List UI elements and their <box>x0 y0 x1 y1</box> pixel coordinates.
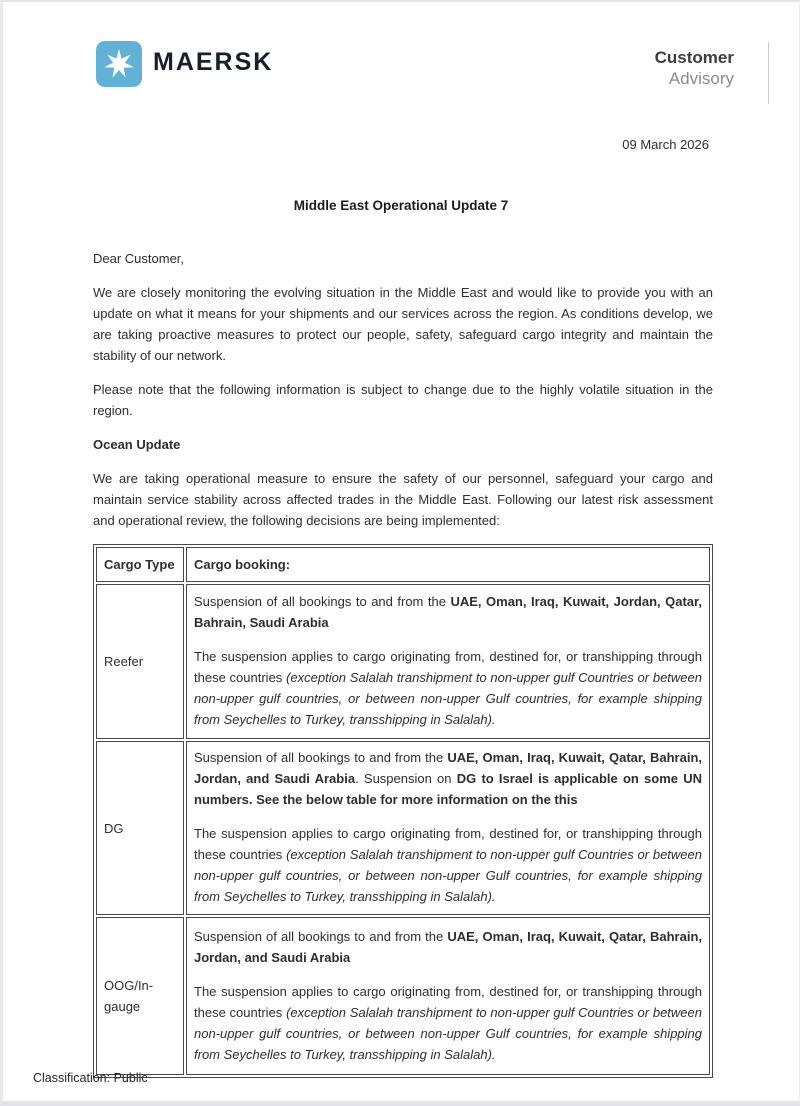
salutation: Dear Customer, <box>93 251 185 266</box>
document-body <box>93 248 713 1078</box>
classification-footer: Classification: Public <box>33 1071 148 1085</box>
cargo-booking-cell <box>186 741 710 915</box>
paragraph-note: Please note that the following information is subject to change due to the highly volatile situation in the region. <box>93 382 713 418</box>
cargo-type-cell: OOG/In-gauge <box>96 917 184 1075</box>
maersk-wordmark: MAERSK <box>153 48 274 76</box>
paragraph-measures: We are taking operational measure to ensure the safety of our personnel, safeguard your cargo and maintain service stability across affected trades in the Middle East. Following our latest risk assessment and operational review, the following decisions are being implemented: <box>93 471 713 528</box>
table-row-reefer <box>96 584 710 739</box>
cargo-type-cell: DG <box>96 741 184 915</box>
advisory-label <box>655 47 734 89</box>
document-date: 09 March 2026 <box>622 137 709 152</box>
booking-exception-line: The suspension applies to cargo originating from, destined for, or transhipping through these countries (exception Salalah transhipment to non-upper gulf Countries or between non-upper gulf countries, or between non-upper Gulf countries, for example shipping from Seychelles to Turkey, transshipping in Salalah). <box>194 983 702 1062</box>
booking-exception-line: The suspension applies to cargo originating from, destined for, or transhipping through these countries (exception Salalah transhipment to non-upper gulf Countries or between non-upper gulf countries, or between non-upper Gulf countries, for example shipping from Seychelles to Turkey, transshipping in Salalah). <box>194 826 702 904</box>
cargo-booking-table <box>93 544 713 1078</box>
page-header <box>96 38 769 108</box>
ocean-update-heading: Ocean Update <box>93 437 181 452</box>
paragraph-monitoring: We are closely monitoring the evolving situation in the Middle East and would like to provide you with an update on what it means for your shipments and our services across the region. As conditions develop, we are taking proactive measures to protect our people, safety, safeguard cargo integrity and maintain the stability of our network. <box>93 285 713 363</box>
advisory-label-advisory: Advisory <box>668 69 734 88</box>
booking-suspension-line: Suspension of all bookings to and from the UAE, Oman, Iraq, Kuwait, Qatar, Bahrain, Jordan, and Saudi Arabia <box>194 928 702 965</box>
table-header-row <box>96 547 710 582</box>
header-cargo-booking: Cargo booking: <box>186 547 710 582</box>
header-cargo-type: Cargo Type <box>96 547 184 582</box>
booking-suspension-line: Suspension of all bookings to and from the UAE, Oman, Iraq, Kuwait, Qatar, Bahrain, Jordan, and Saudi Arabia. Suspension on DG to Israel is applicable on some UN numbers. See the below table for more information on the this <box>194 750 702 807</box>
cargo-type-cell: Reefer <box>96 584 184 739</box>
table-row-oog <box>96 917 710 1075</box>
cargo-booking-cell <box>186 584 710 739</box>
maersk-logo <box>96 41 142 87</box>
document-title: Middle East Operational Update 7 <box>293 198 509 213</box>
advisory-label-customer: Customer <box>654 48 734 67</box>
maersk-star-icon <box>103 48 135 80</box>
header-divider <box>768 42 769 104</box>
table-row-dg <box>96 741 710 915</box>
booking-exception-line: The suspension applies to cargo originating from, destined for, or transhipping through these countries (exception Salalah transhipment to non-upper gulf Countries or between non-upper gulf countries, or between non-upper Gulf countries, for example shipping from Seychelles to Turkey, transshipping in Salalah). <box>194 649 702 727</box>
booking-suspension-line: Suspension of all bookings to and from the UAE, Oman, Iraq, Kuwait, Jordan, Qatar, Bahrain, Saudi Arabia <box>194 594 702 630</box>
cargo-booking-cell <box>186 917 710 1075</box>
